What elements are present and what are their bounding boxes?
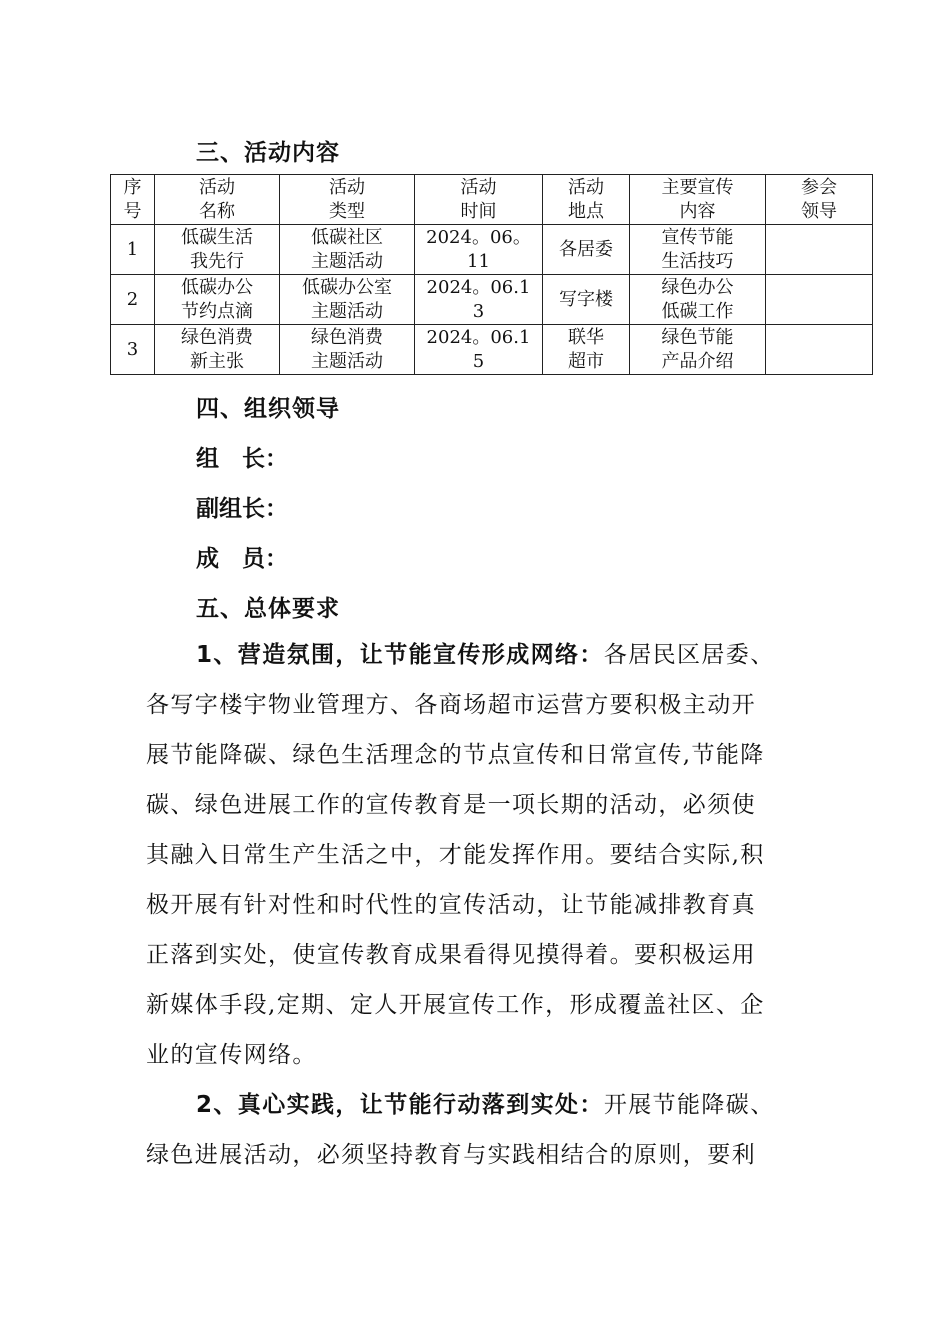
table-cell-type bbox=[280, 275, 415, 325]
cell-text: 绿色消费 bbox=[311, 326, 383, 348]
cell-text: 主题活动 bbox=[311, 350, 383, 372]
header-text: 主要宣传 bbox=[661, 176, 734, 198]
header-text: 时间 bbox=[460, 200, 497, 222]
table-header-row bbox=[111, 175, 873, 225]
cell-text: 超市 bbox=[568, 350, 604, 372]
header-text: 活动 bbox=[460, 176, 497, 198]
paragraph-text: 各居民区居委、 bbox=[603, 642, 775, 668]
activity-table bbox=[110, 174, 873, 375]
table-cell-type bbox=[280, 325, 415, 375]
table-header-cell bbox=[111, 175, 155, 225]
header-text: 领导 bbox=[801, 200, 837, 222]
row-number-cell: 2 bbox=[111, 275, 155, 325]
cell-text: 绿色节能 bbox=[661, 326, 734, 348]
paragraph-line: 碳、绿色进展工作的宣传教育是一项长期的活动，必须使 bbox=[146, 792, 756, 818]
cell-text: 2024。06.1 bbox=[426, 276, 531, 298]
paragraph-line: 其融入日常生产生活之中，才能发挥作用。要结合实际,积 bbox=[146, 842, 765, 868]
paragraph-text: 开展节能降碳、 bbox=[603, 1092, 775, 1118]
paragraph-first-line bbox=[146, 1080, 806, 1130]
header-text: 活动 bbox=[568, 176, 604, 198]
table-cell-content bbox=[630, 225, 766, 275]
cell-text: 我先行 bbox=[190, 250, 244, 272]
table-row bbox=[111, 225, 873, 275]
leader-label: 组 长： bbox=[196, 446, 288, 472]
table-cell-content bbox=[630, 275, 766, 325]
row-number-cell: 3 bbox=[111, 325, 155, 375]
paragraph-line: 绿色进展活动，必须坚持教育与实践相结合的原则，要利 bbox=[146, 1142, 756, 1168]
table-cell-content bbox=[630, 325, 766, 375]
table-cell-leader bbox=[766, 325, 873, 375]
table-header-cell bbox=[630, 175, 766, 225]
table-cell-time bbox=[415, 275, 543, 325]
table-cell-time bbox=[415, 225, 543, 275]
cell-text: 5 bbox=[472, 350, 485, 372]
cell-text: 2024。06。 bbox=[426, 226, 531, 248]
table-cell-type bbox=[280, 225, 415, 275]
cell-text: 新主张 bbox=[190, 350, 244, 372]
cell-text: 主题活动 bbox=[311, 300, 383, 322]
table-cell-place bbox=[543, 275, 630, 325]
paragraph-lead: 1、营造氛围，让节能宣传形成网络： bbox=[196, 642, 604, 668]
paragraph-line: 正落到实处，使宣传教育成果看得见摸得着。要积极运用 bbox=[146, 942, 756, 968]
cell-text: 宣传节能 bbox=[661, 226, 734, 248]
table-row bbox=[111, 275, 873, 325]
member-label: 成 员： bbox=[196, 546, 288, 572]
cell-text: 3 bbox=[472, 300, 485, 322]
cell-text: 低碳生活 bbox=[181, 226, 253, 248]
table-cell-name bbox=[155, 225, 280, 275]
paragraph-line: 极开展有针对性和时代性的宣传活动，让节能减排教育真 bbox=[146, 892, 756, 918]
cell-text: 11 bbox=[467, 250, 490, 272]
section-3-heading: 三、活动内容 bbox=[196, 140, 340, 166]
paragraph-line: 新媒体手段,定期、定人开展宣传工作，形成覆盖社区、企 bbox=[146, 992, 765, 1018]
cell-text: 主题活动 bbox=[311, 250, 383, 272]
deputy-leader-label: 副组长： bbox=[196, 496, 288, 522]
table-cell-name bbox=[155, 275, 280, 325]
section-4-heading: 四、组织领导 bbox=[196, 396, 340, 422]
table-header-cell bbox=[543, 175, 630, 225]
paragraph-line: 业的宣传网络。 bbox=[146, 1042, 317, 1068]
header-text: 类型 bbox=[329, 200, 365, 222]
requirement-paragraph-2 bbox=[146, 1080, 806, 1180]
table-row bbox=[111, 325, 873, 375]
table-header-cell bbox=[766, 175, 873, 225]
header-text: 序 bbox=[123, 176, 142, 198]
paragraph-lead: 2、真心实践，让节能行动落到实处： bbox=[196, 1092, 604, 1118]
cell-text: 各居委 bbox=[559, 238, 613, 260]
cell-text: 绿色消费 bbox=[181, 326, 253, 348]
paragraph-line: 各写字楼宇物业管理方、各商场超市运营方要积极主动开 bbox=[146, 692, 756, 718]
table-cell-place bbox=[543, 225, 630, 275]
cell-text: 写字楼 bbox=[559, 288, 613, 310]
table-header-cell bbox=[280, 175, 415, 225]
header-text: 参会 bbox=[801, 176, 837, 198]
cell-text: 产品介绍 bbox=[661, 350, 734, 372]
paragraph-line: 展节能降碳、绿色生活理念的节点宣传和日常宣传,节能降 bbox=[146, 742, 765, 768]
table-header-cell bbox=[415, 175, 543, 225]
cell-text: 生活技巧 bbox=[661, 250, 734, 272]
requirement-paragraph-1 bbox=[146, 630, 806, 1080]
header-text: 号 bbox=[123, 200, 142, 222]
header-text: 地点 bbox=[568, 200, 604, 222]
header-text: 活动 bbox=[199, 176, 235, 198]
cell-text: 低碳办公室 bbox=[302, 276, 392, 298]
cell-text: 节约点滴 bbox=[181, 300, 253, 322]
header-text: 活动 bbox=[329, 176, 365, 198]
table-cell-name bbox=[155, 325, 280, 375]
cell-text: 低碳办公 bbox=[181, 276, 253, 298]
table-cell-place bbox=[543, 325, 630, 375]
table-header-cell bbox=[155, 175, 280, 225]
section-5-heading: 五、总体要求 bbox=[196, 596, 340, 622]
table-cell-leader bbox=[766, 275, 873, 325]
cell-text: 联华 bbox=[568, 326, 604, 348]
cell-text: 低碳工作 bbox=[661, 300, 734, 322]
table-cell-time bbox=[415, 325, 543, 375]
header-text: 内容 bbox=[679, 200, 716, 222]
row-number-cell: 1 bbox=[111, 225, 155, 275]
table-cell-leader bbox=[766, 225, 873, 275]
cell-text: 低碳社区 bbox=[311, 226, 383, 248]
cell-text: 2024。06.1 bbox=[426, 326, 531, 348]
header-text: 名称 bbox=[199, 200, 235, 222]
cell-text: 绿色办公 bbox=[661, 276, 734, 298]
paragraph-first-line bbox=[146, 630, 806, 680]
